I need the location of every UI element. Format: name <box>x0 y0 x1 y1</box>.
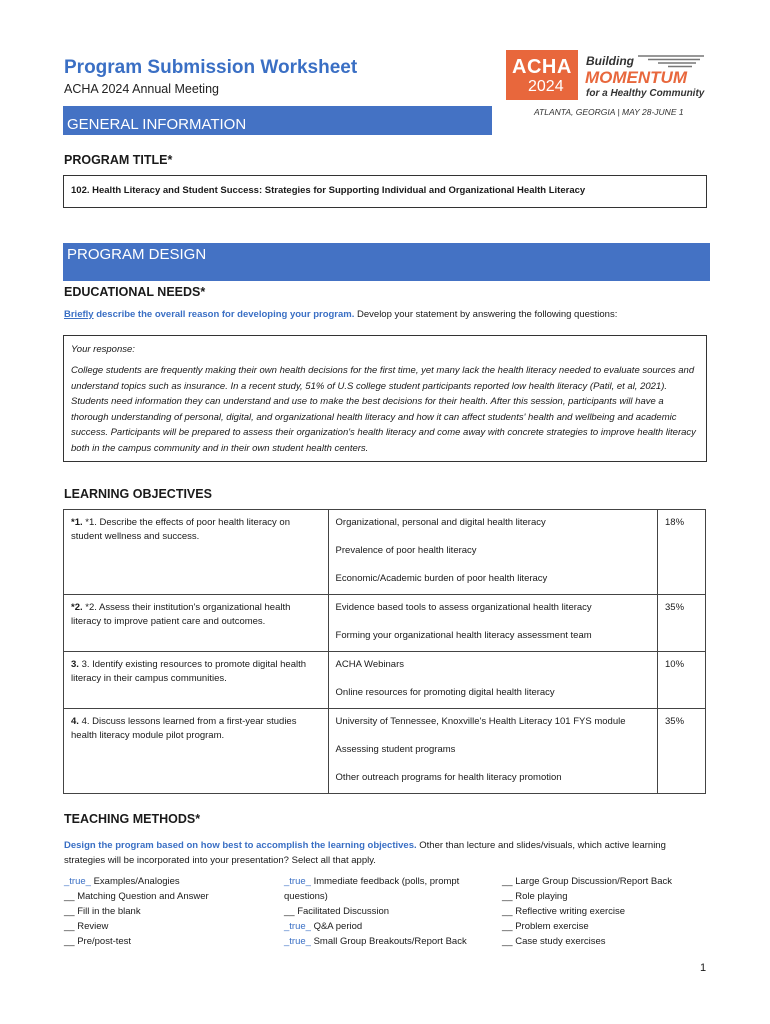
logo-location-text: ATLANTA, GEORGIA | MAY 28-JUNE 1 <box>534 107 684 117</box>
logo-year-text: 2024 <box>528 78 564 95</box>
method-label: Small Group Breakouts/Report Back <box>310 936 467 947</box>
teaching-methods-col3 <box>502 874 672 949</box>
method-label: Role playing <box>512 891 568 902</box>
objective-text: *1. Describe the effects of poor health literacy on student wellness and success. <box>71 517 290 542</box>
program-title-value: 102. Health Literacy and Student Success: Strategies for Supporting Individual and Organizational Health Literacy <box>71 185 586 196</box>
method-mark: _true_ <box>284 876 311 887</box>
teaching-methods-col2 <box>284 874 467 949</box>
method-label: Problem exercise <box>512 921 589 932</box>
method-label: Large Group Discussion/Report Back <box>512 876 673 887</box>
page-number: 1 <box>700 962 707 974</box>
method-mark: __ <box>64 936 75 947</box>
topic-item: Assessing student programs <box>335 744 456 755</box>
objective-cell[interactable] <box>64 709 329 794</box>
method-mark: __ <box>64 891 75 902</box>
page-subtitle: ACHA 2024 Annual Meeting <box>64 82 219 96</box>
objective-text: *2. Assess their institution's organizational health literacy to improve patient care and outcomes. <box>71 602 291 627</box>
objective-cell[interactable] <box>64 652 329 709</box>
method-option[interactable] <box>502 919 672 934</box>
method-label: Examples/Analogies <box>90 876 180 887</box>
method-mark: _true_ <box>284 936 311 947</box>
speed-lines-icon <box>634 54 704 68</box>
logo-acha-text: ACHA <box>512 56 572 78</box>
topic-item: Evidence based tools to assess organizational health literacy <box>335 602 592 613</box>
method-mark: __ <box>502 906 513 917</box>
page-title: Program Submission Worksheet <box>64 57 358 78</box>
method-label: Reflective writing exercise <box>512 906 626 917</box>
method-label: Review <box>74 921 109 932</box>
topic-item: Economic/Academic burden of poor health literacy <box>335 573 548 584</box>
objective-topics-cell[interactable] <box>328 652 657 709</box>
method-mark: _true_ <box>284 921 311 932</box>
method-label: Q&A period <box>310 921 363 932</box>
objective-number: 4. <box>71 716 79 727</box>
objective-number: 3. <box>71 659 79 670</box>
objective-number: *1. <box>71 517 83 528</box>
instruction-briefly: Briefly <box>64 309 94 320</box>
objective-text: 4. Discuss lessons learned from a first-year studies health literacy module pilot program. <box>71 716 297 741</box>
method-mark: __ <box>284 906 295 917</box>
teaching-methods-label: TEACHING METHODS* <box>64 812 201 826</box>
objective-percent: 35% <box>665 716 685 727</box>
objective-topics-cell[interactable] <box>328 510 657 595</box>
response-label: Your response: <box>71 344 135 355</box>
objective-topics-cell[interactable] <box>328 709 657 794</box>
method-label: questions) <box>284 891 328 902</box>
method-option[interactable] <box>502 889 672 904</box>
method-option[interactable] <box>64 934 209 949</box>
method-label: Pre/post-test <box>74 936 132 947</box>
objective-cell[interactable] <box>64 510 329 595</box>
table-row <box>64 510 706 595</box>
instruction-rest: Develop your statement by answering the following questions: <box>354 309 618 320</box>
objective-percent: 35% <box>665 602 685 613</box>
method-mark: __ <box>502 876 513 887</box>
method-option[interactable] <box>502 904 672 919</box>
topic-item: University of Tennessee, Knoxville's Health Literacy 101 FYS module <box>335 716 626 727</box>
educational-needs-response-box[interactable] <box>63 335 707 462</box>
method-mark: __ <box>502 921 513 932</box>
topic-item: Other outreach programs for health literacy promotion <box>335 772 562 783</box>
method-option[interactable] <box>502 874 672 889</box>
objective-percent: 10% <box>665 659 685 670</box>
method-option[interactable] <box>64 919 209 934</box>
method-mark: __ <box>64 921 75 932</box>
method-mark: _true_ <box>64 876 91 887</box>
teaching-instruction-bold: Design the program based on how best to accomplish the learning objectives. <box>64 840 417 851</box>
logo-momentum-text: MOMENTUM <box>585 68 687 87</box>
method-label: Case study exercises <box>512 936 606 947</box>
method-option[interactable] <box>502 934 672 949</box>
objective-topics-cell[interactable] <box>328 595 657 652</box>
method-option[interactable] <box>284 874 467 889</box>
method-option[interactable] <box>64 874 209 889</box>
educational-needs-label: EDUCATIONAL NEEDS* <box>64 285 206 299</box>
objective-number: *2. <box>71 602 83 613</box>
method-mark: __ <box>64 906 75 917</box>
program-title-field[interactable] <box>63 175 707 208</box>
table-row <box>64 652 706 709</box>
method-option[interactable] <box>284 934 467 949</box>
educational-needs-instruction <box>64 309 617 320</box>
teaching-instruction-rest: Other than lecture and slides/visuals, which active learning strategies will be incorporated into your presentation? Select all that apply. <box>64 840 666 866</box>
table-row <box>64 595 706 652</box>
topic-item: Organizational, personal and digital health literacy <box>335 517 546 528</box>
instruction-bold: describe the overall reason for developing your program. <box>93 309 355 320</box>
topic-item: Forming your organizational health literacy assessment team <box>335 630 592 641</box>
objective-percent-cell[interactable] <box>658 595 706 652</box>
topic-item: Online resources for promoting digital health literacy <box>335 687 555 698</box>
topic-item: ACHA Webinars <box>335 659 405 670</box>
method-option-continuation <box>284 889 467 904</box>
method-option[interactable] <box>284 904 467 919</box>
response-text: College students are frequently making their own health decisions for the first time, yet many lack the health literacy needed to evaluate sources and understand topics such as insurance. In a recent study, 51% of U.S college student participants reported low health literacy (Patil, et al, 2021). Students need information they can understand and use to make the best decisions for their health. After this session, participants will have a thorough understanding of personal, digital, and organizational health literacy and how it can affect students' health and wellbeing and academic success. Participants will be prepared to assess their organization's health literacy and come away with concrete strategies to improve health literacy both in the campus community and in their own student health centers. <box>71 365 696 454</box>
method-option[interactable] <box>64 904 209 919</box>
acha-logo <box>506 50 706 120</box>
objective-cell[interactable] <box>64 595 329 652</box>
method-label: Immediate feedback (polls, prompt <box>310 876 460 887</box>
general-information-heading: GENERAL INFORMATION <box>63 106 492 135</box>
method-label: Facilitated Discussion <box>294 906 390 917</box>
method-option[interactable] <box>64 889 209 904</box>
program-title-label: PROGRAM TITLE* <box>64 153 173 167</box>
learning-objectives-label: LEARNING OBJECTIVES <box>64 487 212 501</box>
topic-item: Prevalence of poor health literacy <box>335 545 477 556</box>
objective-text: 3. Identify existing resources to promote digital health literacy in their campus communities. <box>71 659 307 684</box>
objective-percent: 18% <box>665 517 685 528</box>
logo-badge <box>506 50 578 100</box>
teaching-methods-instruction <box>64 838 709 868</box>
table-row <box>64 709 706 794</box>
logo-building-text: Building <box>586 54 634 68</box>
objective-percent-cell[interactable] <box>658 510 706 595</box>
method-option[interactable] <box>284 919 467 934</box>
teaching-methods-col1 <box>64 874 209 949</box>
method-mark: __ <box>502 936 513 947</box>
objective-percent-cell[interactable] <box>658 709 706 794</box>
learning-objectives-table <box>63 509 706 794</box>
method-label: Fill in the blank <box>74 906 141 917</box>
logo-tagline-text: for a Healthy Community <box>586 88 705 99</box>
method-label: Matching Question and Answer <box>74 891 209 902</box>
objective-percent-cell[interactable] <box>658 652 706 709</box>
program-design-heading: PROGRAM DESIGN <box>63 243 710 281</box>
method-mark: __ <box>502 891 513 902</box>
